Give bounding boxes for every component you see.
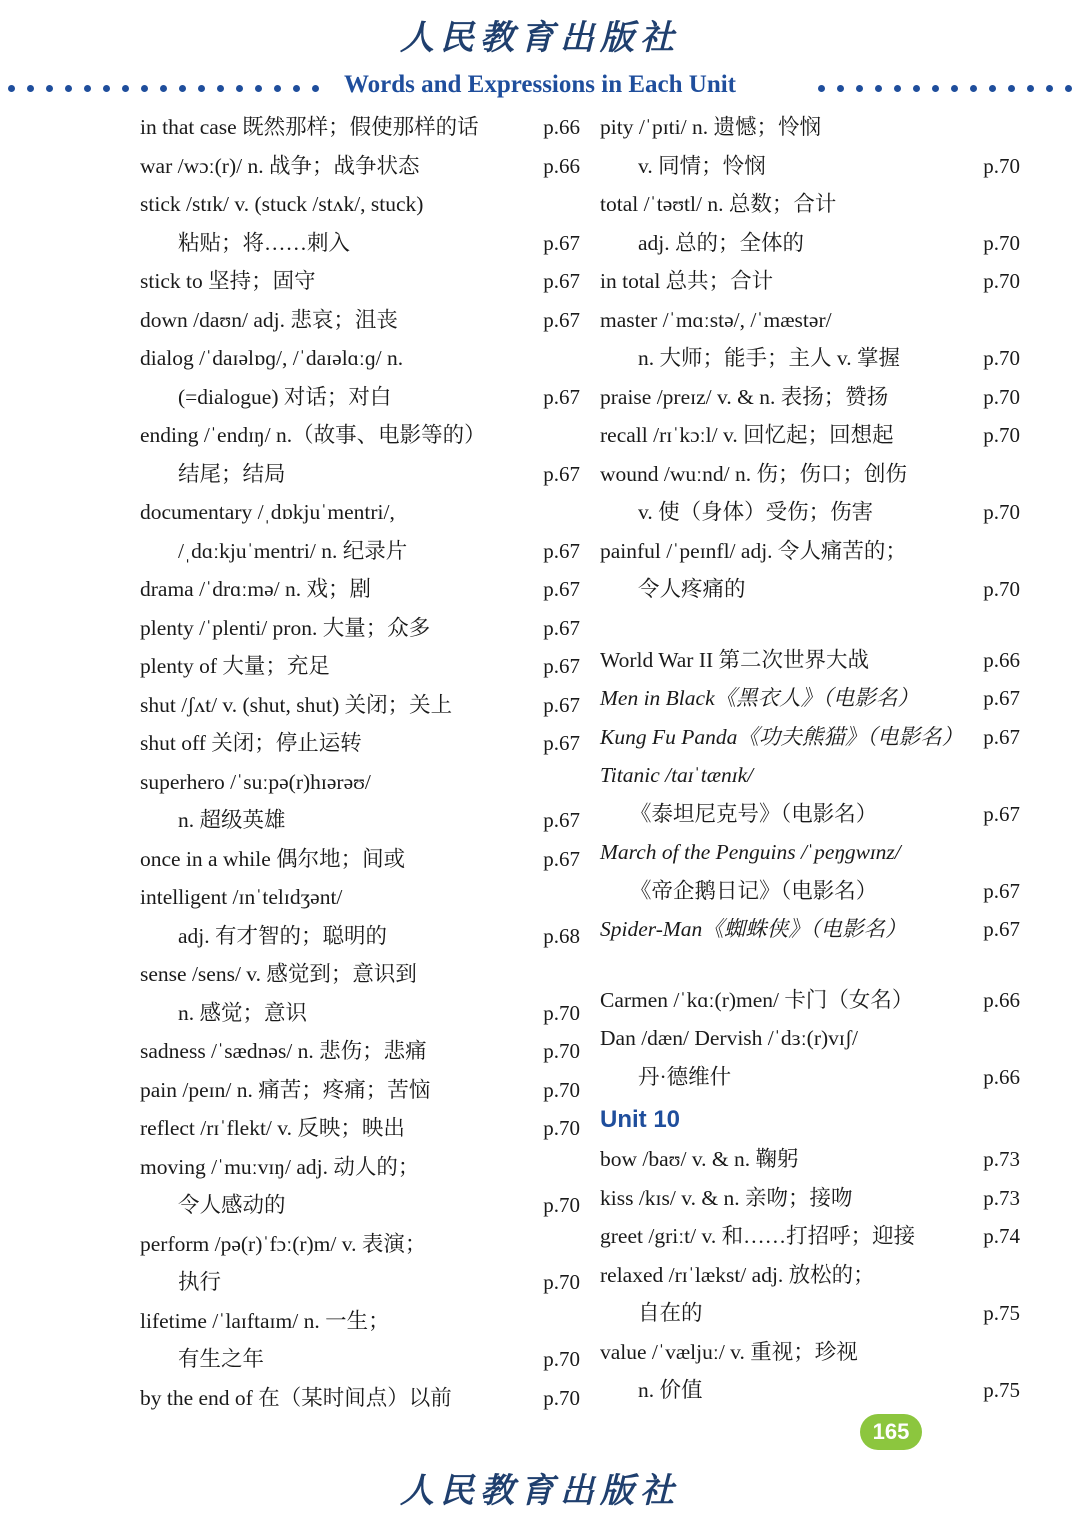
page-ref: p.67	[543, 230, 580, 255]
page-ref: p.67	[983, 878, 1020, 903]
page-ref: p.70	[543, 1270, 580, 1294]
entry: plenty /ˈplenti/ pron. 大量；众多 p.67	[140, 609, 580, 648]
entry: down /daʊn/ adj. 悲哀；沮丧 p.67	[140, 301, 580, 340]
page-ref: p.70	[543, 1193, 580, 1217]
page-ref: p.70	[543, 1077, 580, 1102]
page-ref: p.66	[983, 647, 1020, 672]
page-ref: p.67	[983, 686, 1020, 710]
entry: sense /sens/ v. 感觉到；意识到 n. 感觉；意识 p.70	[140, 955, 580, 1032]
entry: total /ˈtəʊtl/ n. 总数；合计 adj. 总的；全体的 p.70	[600, 185, 1020, 262]
page-ref: p.67	[543, 654, 580, 678]
page-ref: p.67	[543, 577, 580, 601]
page-ref: p.70	[983, 269, 1020, 293]
page-ref: p.70	[983, 500, 1020, 524]
entry: Carmen /ˈkɑː(r)men/ 卡门（女名） p.66	[600, 981, 1020, 1020]
page-ref: p.70	[983, 346, 1020, 370]
page-ref: p.70	[543, 1347, 580, 1371]
page-ref: p.67	[983, 724, 1020, 749]
page-ref: p.70	[543, 1000, 580, 1025]
entry: praise /preɪz/ v. & n. 表扬；赞扬 p.70	[600, 378, 1020, 417]
page-ref: p.68	[543, 923, 580, 948]
entry: wound /wuːnd/ n. 伤；伤口；创伤 v. 使（身体）受伤；伤害 p.70	[600, 455, 1020, 532]
page-ref: p.67	[543, 808, 580, 832]
page-number-badge: 165	[860, 1414, 922, 1450]
entry: Kung Fu Panda《功夫熊猫》（电影名） p.67	[600, 718, 1020, 757]
unit-heading: Unit 10	[600, 1106, 681, 1133]
entry: stick to 坚持；固守 p.67	[140, 262, 580, 301]
left-column	[140, 108, 580, 1417]
page-ref: p.73	[983, 1147, 1020, 1171]
page-ref: p.70	[983, 577, 1020, 601]
page-ref: p.70	[983, 153, 1020, 178]
page-ref: p.75	[983, 1378, 1020, 1402]
entry: value /ˈvæljuː/ v. 重视；珍视 n. 价值 p.75	[600, 1333, 1020, 1410]
page-ref: p.66	[543, 153, 580, 178]
publisher-logo-bottom: 人民教育出版社	[400, 1473, 680, 1510]
section-header	[0, 71, 1080, 105]
page-ref: p.67	[983, 801, 1020, 826]
group-divider	[600, 609, 1020, 641]
entry: once in a while 偶尔地；间或 p.67	[140, 840, 580, 879]
page-ref: p.66	[543, 115, 580, 139]
entry: Men in Black《黑衣人》（电影名） p.67	[600, 679, 1020, 718]
entry: in total 总共；合计 p.70	[600, 262, 1020, 301]
vocabulary-columns	[0, 108, 1080, 1417]
entry: stick /stɪk/ v. (stuck /stʌk/, stuck) 粘贴；将……刺入 p.67	[140, 185, 580, 262]
entry: master /ˈmɑːstə/, /ˈmæstər/ n. 大师；能手；主人 v. 掌握 p.70	[600, 301, 1020, 378]
entry: pity /ˈpɪti/ n. 遗憾；怜悯 v. 同情；怜悯 p.70	[600, 108, 1020, 185]
page-ref: p.67	[543, 615, 580, 640]
page-ref: p.67	[543, 307, 580, 332]
page-ref: p.70	[983, 384, 1020, 409]
entry: recall /rɪˈkɔːl/ v. 回忆起；回想起 p.70	[600, 416, 1020, 455]
entry: kiss /kɪs/ v. & n. 亲吻；接吻 p.73	[600, 1179, 1020, 1218]
page-ref: p.67	[543, 846, 580, 871]
page-title: Words and Expressions in Each Unit	[330, 71, 750, 99]
page-ref: p.67	[543, 731, 580, 755]
page-ref: p.70	[543, 1116, 580, 1140]
entry: Titanic /taɪˈtænɪk/ 《泰坦尼克号》（电影名） p.67	[600, 756, 1020, 833]
entry: in that case 既然那样；假使那样的话 p.66	[140, 108, 580, 147]
entry: dialog /ˈdaɪəlɒɡ/, /ˈdaɪəlɑːɡ/ n. (=dialogue) 对话；对白 p.67	[140, 339, 580, 416]
page-ref: p.67	[543, 269, 580, 293]
entry: bow /baʊ/ v. & n. 鞠躬 p.73	[600, 1140, 1020, 1179]
page-ref: p.67	[983, 917, 1020, 941]
entry: shut /ʃʌt/ v. (shut, shut) 关闭；关上 p.67	[140, 686, 580, 725]
page-ref: p.74	[983, 1224, 1020, 1248]
entry: shut off 关闭；停止运转 p.67	[140, 724, 580, 763]
page-ref: p.73	[983, 1185, 1020, 1210]
entry: war /wɔː(r)/ n. 战争；战争状态 p.66	[140, 147, 580, 186]
page-ref: p.67	[543, 538, 580, 563]
entry: ending /ˈendɪŋ/ n.（故事、电影等的） 结尾；结局 p.67	[140, 416, 580, 493]
entry: greet /griːt/ v. 和……打招呼；迎接 p.74	[600, 1217, 1020, 1256]
page-ref: p.67	[543, 461, 580, 486]
publisher-logo-top: 人民教育出版社	[400, 20, 680, 57]
entry: intelligent /ɪnˈtelɪdʒənt/ adj. 有才智的；聪明的 p.68	[140, 878, 580, 955]
entry: drama /ˈdrɑːmə/ n. 戏；剧 p.67	[140, 570, 580, 609]
entry: Dan /dæn/ Dervish /ˈdɜː(r)vɪʃ/ 丹·德维什 p.66	[600, 1019, 1020, 1096]
entry: superhero /ˈsuːpə(r)hɪərəʊ/ n. 超级英雄 p.67	[140, 763, 580, 840]
entry: Spider-Man《蜘蛛侠》（电影名） p.67	[600, 910, 1020, 949]
page-ref: p.70	[983, 230, 1020, 255]
page-ref: p.66	[983, 987, 1020, 1012]
entry: pain /peɪn/ n. 痛苦；疼痛；苦恼 p.70	[140, 1071, 580, 1110]
page-ref: p.67	[543, 384, 580, 409]
page-ref: p.70	[983, 423, 1020, 447]
page-ref: p.70	[543, 1039, 580, 1063]
entry: reflect /rɪˈflekt/ v. 反映；映出 p.70	[140, 1109, 580, 1148]
entry: plenty of 大量；充足 p.67	[140, 647, 580, 686]
entry: sadness /ˈsædnəs/ n. 悲伤；悲痛 p.70	[140, 1032, 580, 1071]
entry: lifetime /ˈlaɪftaɪm/ n. 一生； 有生之年 p.70	[140, 1302, 580, 1379]
entry: relaxed /rɪˈlækst/ adj. 放松的； 自在的 p.75	[600, 1256, 1020, 1333]
entry: painful /ˈpeɪnfl/ adj. 令人痛苦的； 令人疼痛的 p.70	[600, 532, 1020, 609]
page-ref: p.75	[983, 1301, 1020, 1325]
page-ref: p.67	[543, 692, 580, 717]
entry: moving /ˈmuːvɪŋ/ adj. 动人的； 令人感动的 p.70	[140, 1148, 580, 1225]
entry: documentary /ˌdɒkjuˈmentri/, /ˌdɑːkjuˈmentri/ n. 纪录片 p.67	[140, 493, 580, 570]
entry: perform /pə(r)ˈfɔː(r)m/ v. 表演； 执行 p.70	[140, 1225, 580, 1302]
entry: World War II 第二次世界大战 p.66	[600, 641, 1020, 680]
entry: March of the Penguins /ˈpeŋgwɪnz/ 《帝企鹅日记》（电影名） p.67	[600, 833, 1020, 910]
page-ref: p.70	[543, 1385, 580, 1410]
group-divider	[600, 949, 1020, 981]
entry: by the end of 在（某时间点）以前 p.70	[140, 1379, 580, 1418]
dot-rule-right	[818, 84, 1072, 92]
right-column	[600, 108, 1020, 1417]
page-ref: p.66	[983, 1064, 1020, 1089]
